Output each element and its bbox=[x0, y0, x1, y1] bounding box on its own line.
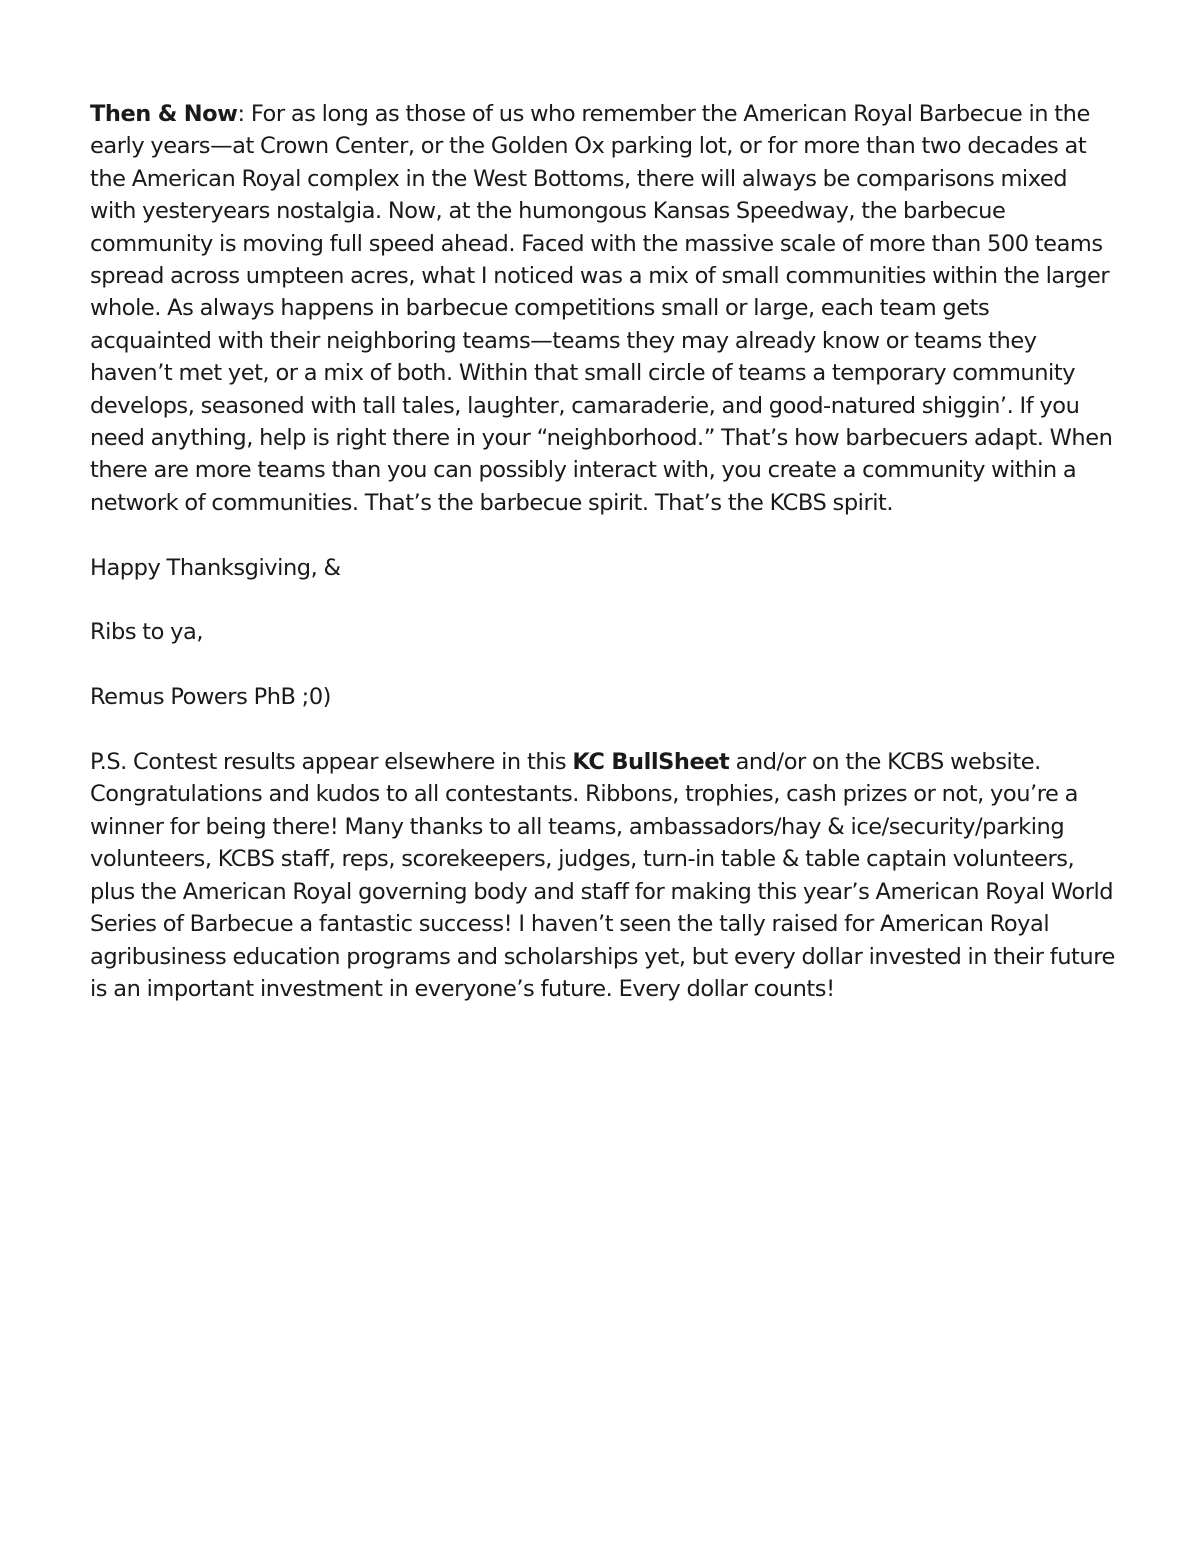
document-page bbox=[90, 98, 1115, 1038]
intro-heading: Then & Now bbox=[90, 101, 238, 127]
publication-name: KC BullSheet bbox=[572, 749, 730, 776]
closing-sign-off: Ribs to ya, bbox=[90, 619, 204, 646]
intro-paragraph bbox=[90, 98, 1115, 519]
closing-greeting: Happy Thanksgiving, & bbox=[90, 554, 341, 581]
intro-separator: : bbox=[237, 101, 245, 127]
postscript-body: and/or on the KCBS website. Congratulations and kudos to all contestants. Ribbons, trophies, cash prizes or not, you’re a winner for being there! Many thanks to all teams, ambassadors/hay & ice/security/parking volunteers, KCBS staff, reps, scorekeepers, judges, turn-in table & table captain volunteers, plus the American Royal governing body and staff for making this year’s American Royal World Series of Barbecue a fantastic success! I haven’t seen the tally raised for American Royal agribusiness education programs and scholarships yet, but every dollar invested in their future is an important investment in everyone’s future. Every dollar counts! bbox=[90, 749, 1115, 1002]
postscript-lead: P.S. Contest results appear elsewhere in this bbox=[90, 749, 573, 776]
postscript-paragraph bbox=[90, 746, 1115, 1005]
author-signature: Remus Powers PhB ;0) bbox=[90, 684, 332, 711]
intro-body: For as long as those of us who remember the American Royal Barbecue in the early years—at Crown Center, or the Golden Ox parking lot, or for more than two decades at the American Royal complex in the West Bottoms, there will always be comparisons mixed with yesteryears nostalgia. Now, at the humongous Kansas Speedway, the barbecue community is moving full speed ahead. Faced with the massive scale of more than 500 teams spread across umpteen acres, what I noticed was a mix of small communities within the larger whole. As always happens in barbecue competitions small or large, each team gets acquainted with their neighboring teams—teams they may already know or teams they haven’t met yet, or a mix of both. Within that small circle of teams a temporary community develops, seasoned with tall tales, laughter, camaraderie, and good-natured shiggin’. If you need anything, help is right there in your “neighborhood.” That’s how barbecuers adapt. When there are more teams than you can possibly interact with, you create a community within a network of communities. That’s the barbecue spirit. That’s the KCBS spirit. bbox=[90, 101, 1113, 516]
